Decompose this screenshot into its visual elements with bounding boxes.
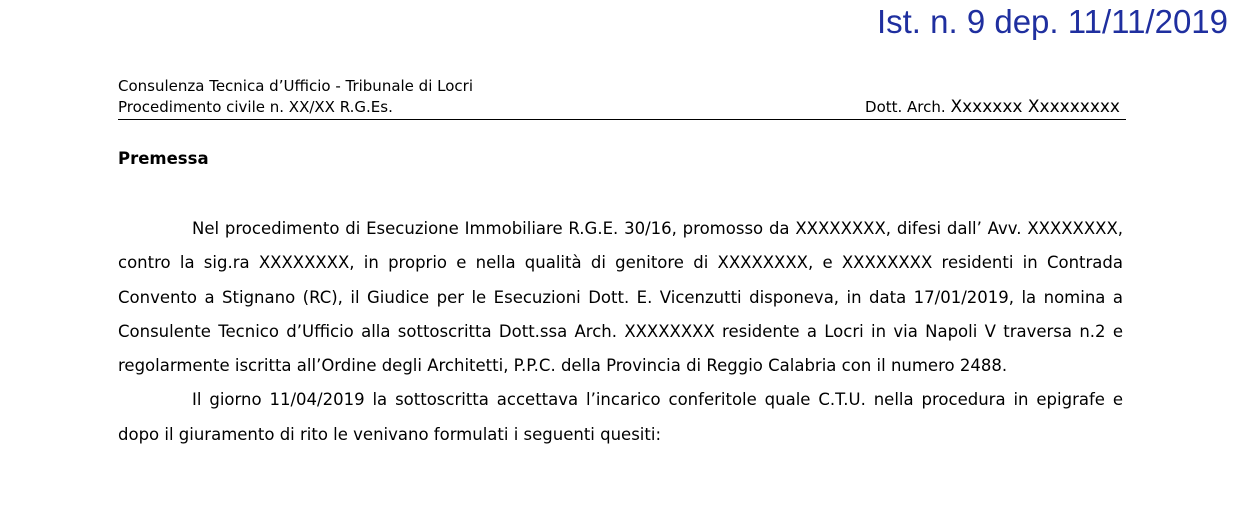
header-court: Consulenza Tecnica d’Ufficio - Tribunale di Locri: [118, 77, 473, 95]
paragraph: Nel procedimento di Esecuzione Immobiliare R.G.E. 30/16, promosso da XXXXXXXX, difesi dall’ Avv. XXXXXXXX, contro la sig.ra XXXXXXXX, in proprio e nella qualità di genitore di XXXXXXXX, e XXXXXXXX residenti in Contrada Convento a Stignano (RC), il Giudice per le Esecuzioni Dott. E. Vicenzutti disponeva, in data 17/01/2019, la nomina a Consulente Tecnico d’Ufficio alla sottoscritta Dott.ssa Arch. XXXXXXXX residente a Locri in via Napoli V traversa n.2 e regolarmente iscritta all’Ordine degli Architetti, P.P.C. della Provincia di Reggio Calabria con il numero 2488.: [118, 219, 1123, 376]
header-row-1: [118, 76, 1126, 97]
author-name: Xxxxxxx Xxxxxxxxx: [950, 97, 1120, 117]
deposit-stamp: Ist. n. 9 dep. 11/11/2019: [876, 3, 1228, 40]
section-title: Premessa: [118, 149, 209, 168]
header-row-2: [118, 97, 1126, 118]
body-text: [118, 212, 1123, 452]
document-header: [118, 76, 1126, 120]
header-procedure: Procedimento civile n. XX/XX R.G.Es.: [118, 98, 393, 116]
header-author: [865, 97, 1126, 118]
author-prefix: Dott. Arch.: [865, 98, 946, 116]
paragraph: Il giorno 11/04/2019 la sottoscritta accettava l’incarico conferitole quale C.T.U. nella procedura in epigrafe e dopo il giuramento di rito le venivano formulati i seguenti quesiti:: [118, 390, 1123, 444]
